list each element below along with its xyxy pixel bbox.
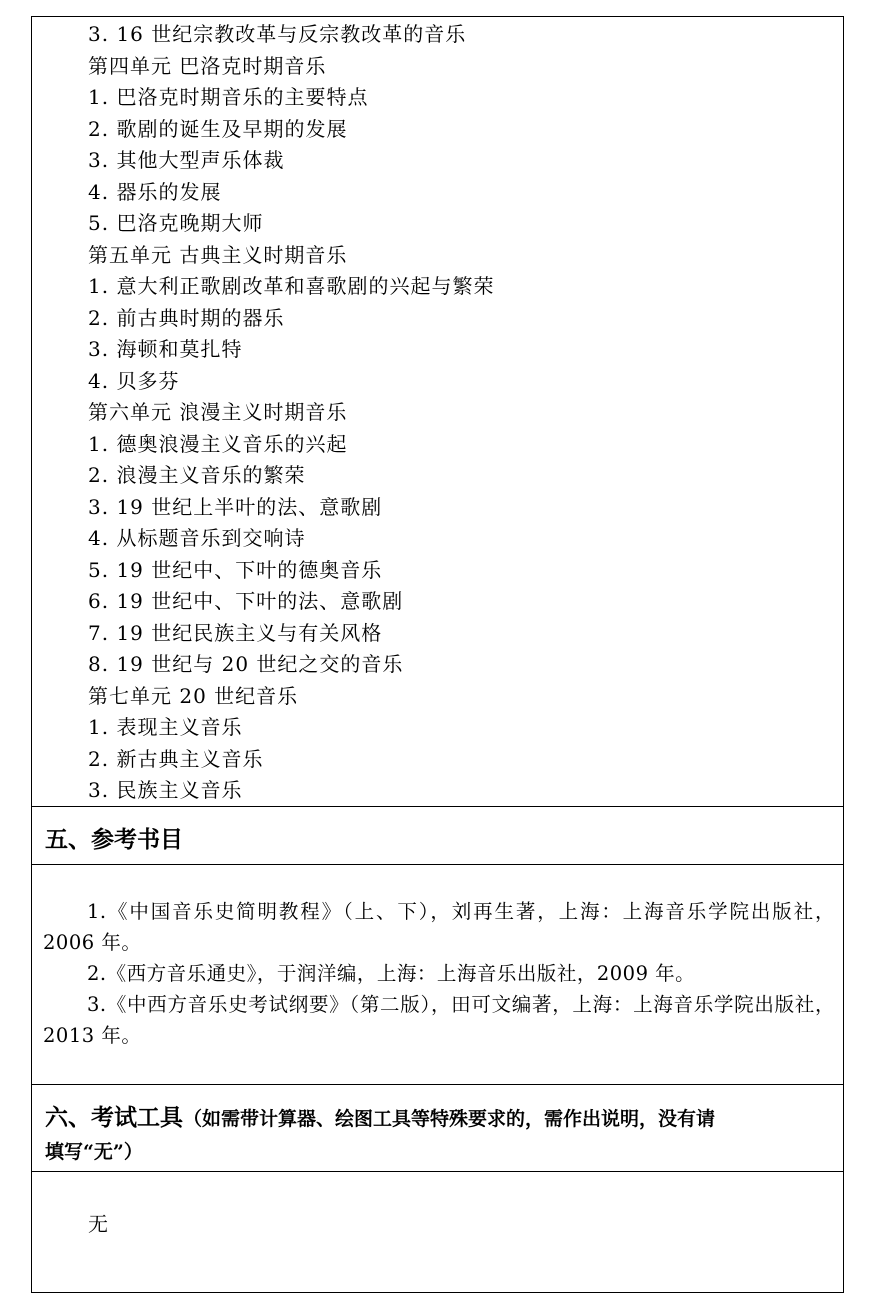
outline-line: 3. 民族主义音乐 [88, 778, 243, 802]
outline-line: 7. 19 世纪民族主义与有关风格 [88, 621, 383, 645]
outline-line: 2. 前古典时期的器乐 [88, 306, 285, 330]
course-outline-cell [32, 17, 843, 806]
outline-line: 3. 其他大型声乐体裁 [88, 148, 285, 172]
references-title: 五、参考书目 [45, 826, 183, 853]
outline-line: 3. 16 世纪宗教改革与反宗教改革的音乐 [88, 22, 467, 46]
outline-line: 5. 19 世纪中、下叶的德奥音乐 [88, 558, 383, 582]
exam-tools-note-line2: 填写“无”） [45, 1141, 143, 1163]
exam-tools-title [45, 1099, 715, 1132]
reference-item: 1.《中国音乐史简明教程》（上、下），刘再生著，上海：上海音乐学院出版社，2006 年。 [43, 900, 835, 954]
unit-heading: 第五单元 古典主义时期音乐 [88, 243, 348, 267]
outline-line: 3. 海顿和莫扎特 [88, 337, 243, 361]
outline-line: 2. 浪漫主义音乐的繁荣 [88, 463, 306, 487]
exam-tools-heading-cell [32, 1085, 843, 1171]
outline-line: 8. 19 世纪与 20 世纪之交的音乐 [88, 652, 404, 676]
unit-heading: 第四单元 巴洛克时期音乐 [88, 54, 327, 78]
exam-tools-note: （如需带计算器、绘图工具等特殊要求的，需作出说明，没有请 [183, 1108, 716, 1130]
outline-line: 2. 歌剧的诞生及早期的发展 [88, 117, 348, 141]
exam-tools-note-continued [45, 1137, 143, 1164]
outline-line: 4. 从标题音乐到交响诗 [88, 526, 306, 550]
exam-tools-title-text: 六、考试工具 [45, 1104, 183, 1131]
outline-line: 1. 巴洛克时期音乐的主要特点 [88, 85, 369, 109]
outline-line: 1. 表现主义音乐 [88, 715, 243, 739]
outline-line: 1. 意大利正歌剧改革和喜歌剧的兴起与繁荣 [88, 274, 495, 298]
outline-line: 4. 贝多芬 [88, 369, 180, 393]
references-heading-cell [32, 807, 843, 864]
unit-heading: 第七单元 20 世纪音乐 [88, 684, 299, 708]
reference-item: 3.《中西方音乐史考试纲要》（第二版），田可文编著，上海：上海音乐学院出版社，2013 年。 [43, 993, 835, 1047]
outline-line: 1. 德奥浪漫主义音乐的兴起 [88, 432, 348, 456]
outline-line: 5. 巴洛克晚期大师 [88, 211, 264, 235]
outline-line: 3. 19 世纪上半叶的法、意歌剧 [88, 495, 383, 519]
outline-line: 2. 新古典主义音乐 [88, 747, 264, 771]
reference-item: 2.《西方音乐通史》，于润洋编，上海：上海音乐出版社，2009 年。 [87, 962, 696, 985]
exam-tools-body-cell [32, 1172, 843, 1292]
exam-tools-answer: 无 [88, 1212, 108, 1236]
syllabus-table [31, 16, 844, 1293]
outline-line: 4. 器乐的发展 [88, 180, 222, 204]
outline-line: 6. 19 世纪中、下叶的法、意歌剧 [88, 589, 404, 613]
unit-heading: 第六单元 浪漫主义时期音乐 [88, 400, 348, 424]
references-body-cell [32, 865, 843, 1084]
